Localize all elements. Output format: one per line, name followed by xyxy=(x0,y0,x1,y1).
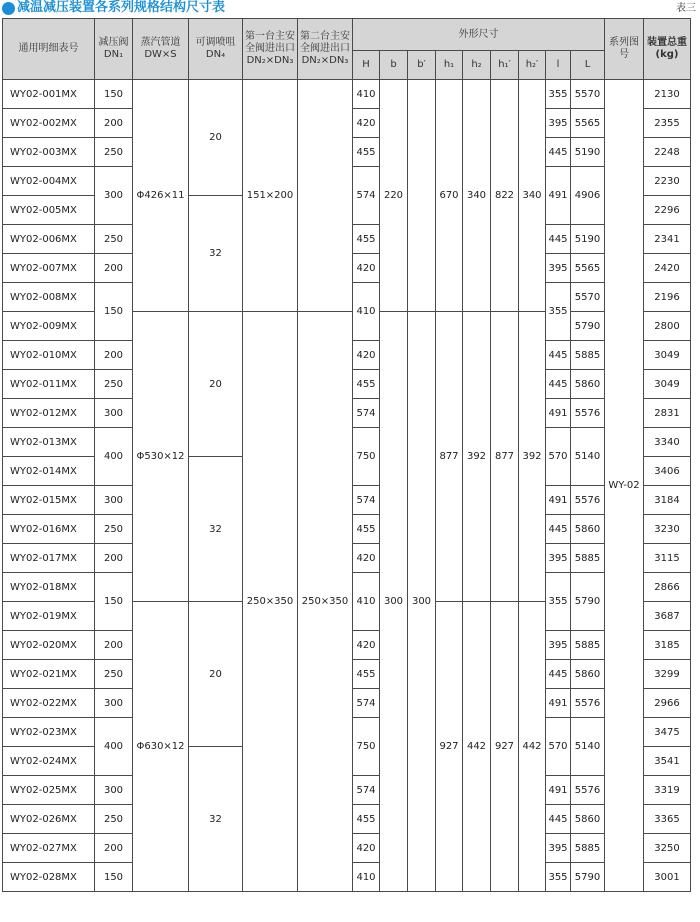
cell-pipe: Φ426×11 xyxy=(133,80,189,312)
cell-H: 410 xyxy=(353,80,380,109)
col-model: 通用明细表号 xyxy=(3,19,95,80)
col-h2: h₂ xyxy=(463,51,491,80)
cell-dn1: 150 xyxy=(95,863,133,892)
cell-nozzle: 32 xyxy=(189,196,243,312)
cell-L: 5860 xyxy=(571,515,605,544)
cell-valve2 xyxy=(298,80,353,312)
cell-weight: 2130 xyxy=(644,80,691,109)
cell-weight: 3319 xyxy=(644,776,691,805)
cell-weight: 3250 xyxy=(644,834,691,863)
cell-dn1: 250 xyxy=(95,660,133,689)
cell-model: WY02-013MX xyxy=(3,428,95,457)
table-body xyxy=(3,80,691,892)
cell-pipe: Φ530×12 xyxy=(133,312,189,602)
col-l: l xyxy=(546,51,571,80)
cell-l: 395 xyxy=(546,834,571,863)
cell-L: 4906 xyxy=(571,167,605,225)
cell-h2: 392 xyxy=(463,312,491,602)
cell-weight: 3115 xyxy=(644,544,691,573)
cell-model: WY02-007MX xyxy=(3,254,95,283)
cell-l: 491 xyxy=(546,776,571,805)
cell-weight: 2355 xyxy=(644,109,691,138)
cell-l: 491 xyxy=(546,399,571,428)
col-b: b xyxy=(380,51,408,80)
cell-dn1: 150 xyxy=(95,80,133,109)
cell-dn1: 150 xyxy=(95,283,133,341)
col-valve1: 第一台主安全阀进出口DN₂×DN₃ xyxy=(243,19,298,80)
col-h1: h₁ xyxy=(436,51,463,80)
cell-weight: 2341 xyxy=(644,225,691,254)
cell-l: 355 xyxy=(546,573,571,631)
cell-L: 5885 xyxy=(571,834,605,863)
cell-dn1: 300 xyxy=(95,167,133,225)
cell-b: 300 xyxy=(380,312,408,892)
cell-H: 455 xyxy=(353,660,380,689)
cell-model: WY02-008MX xyxy=(3,283,95,312)
cell-dn1: 200 xyxy=(95,631,133,660)
cell-dn1: 250 xyxy=(95,225,133,254)
cell-dn1: 250 xyxy=(95,370,133,399)
cell-weight: 2248 xyxy=(644,138,691,167)
cell-H: 410 xyxy=(353,573,380,631)
cell-L: 5576 xyxy=(571,486,605,515)
cell-model: WY02-002MX xyxy=(3,109,95,138)
cell-model: WY02-003MX xyxy=(3,138,95,167)
cell-l: 355 xyxy=(546,283,571,341)
cell-dn1: 400 xyxy=(95,718,133,776)
cell-L: 5790 xyxy=(571,863,605,892)
cell-model: WY02-027MX xyxy=(3,834,95,863)
cell-H: 420 xyxy=(353,341,380,370)
cell-weight: 3049 xyxy=(644,341,691,370)
cell-L: 5576 xyxy=(571,399,605,428)
cell-l: 355 xyxy=(546,863,571,892)
cell-weight: 3049 xyxy=(644,370,691,399)
cell-l: 570 xyxy=(546,718,571,776)
cell-L: 5790 xyxy=(571,312,605,341)
col-pipe: 蒸汽管道DW×S xyxy=(133,19,189,80)
cell-model: WY02-001MX xyxy=(3,80,95,109)
cell-model: WY02-026MX xyxy=(3,805,95,834)
cell-model: WY02-018MX xyxy=(3,573,95,602)
cell-H: 455 xyxy=(353,370,380,399)
col-H: H xyxy=(353,51,380,80)
cell-model: WY02-024MX xyxy=(3,747,95,776)
cell-H: 574 xyxy=(353,486,380,515)
cell-model: WY02-016MX xyxy=(3,515,95,544)
cell-l: 445 xyxy=(546,138,571,167)
table-tag: 表三 xyxy=(676,3,696,14)
cell-model: WY02-012MX xyxy=(3,399,95,428)
cell-dn1: 300 xyxy=(95,399,133,428)
cell-dn1: 200 xyxy=(95,341,133,370)
cell-H: 574 xyxy=(353,689,380,718)
cell-dn1: 300 xyxy=(95,486,133,515)
cell-b-prime: 300 xyxy=(408,312,436,892)
cell-model: WY02-014MX xyxy=(3,457,95,486)
cell-model: WY02-005MX xyxy=(3,196,95,225)
cell-model: WY02-019MX xyxy=(3,602,95,631)
cell-L: 5565 xyxy=(571,254,605,283)
cell-model: WY02-021MX xyxy=(3,660,95,689)
cell-series: WY-02 xyxy=(605,80,644,892)
cell-dn1: 250 xyxy=(95,515,133,544)
cell-l: 445 xyxy=(546,225,571,254)
cell-valve1: 250×350 xyxy=(243,312,298,892)
cell-h1-prime: 877 xyxy=(491,312,519,602)
cell-l: 395 xyxy=(546,631,571,660)
cell-weight: 3687 xyxy=(644,602,691,631)
cell-dn1: 300 xyxy=(95,689,133,718)
cell-weight: 3001 xyxy=(644,863,691,892)
cell-dn1: 250 xyxy=(95,805,133,834)
cell-L: 5576 xyxy=(571,689,605,718)
cell-l: 395 xyxy=(546,544,571,573)
table-row xyxy=(3,80,691,109)
col-series: 系列图号 xyxy=(605,19,644,80)
cell-L: 5570 xyxy=(571,80,605,109)
cell-dn1: 300 xyxy=(95,776,133,805)
cell-L: 5885 xyxy=(571,631,605,660)
cell-L: 5570 xyxy=(571,283,605,312)
cell-H: 420 xyxy=(353,544,380,573)
cell-weight: 3230 xyxy=(644,515,691,544)
cell-nozzle: 32 xyxy=(189,457,243,602)
cell-l: 445 xyxy=(546,805,571,834)
cell-l: 491 xyxy=(546,689,571,718)
cell-h1: 877 xyxy=(436,312,463,602)
cell-H: 574 xyxy=(353,399,380,428)
cell-h2: 442 xyxy=(463,602,491,892)
cell-pipe: Φ630×12 xyxy=(133,602,189,892)
col-dn4: 可调喷咀DN₄ xyxy=(189,19,243,80)
cell-weight: 2866 xyxy=(644,573,691,602)
cell-weight: 2966 xyxy=(644,689,691,718)
cell-model: WY02-023MX xyxy=(3,718,95,747)
cell-weight: 3299 xyxy=(644,660,691,689)
cell-b-prime xyxy=(408,80,436,312)
cell-H: 750 xyxy=(353,718,380,776)
cell-dn1: 400 xyxy=(95,428,133,486)
cell-H: 420 xyxy=(353,254,380,283)
cell-dn1: 200 xyxy=(95,834,133,863)
cell-dn1: 150 xyxy=(95,573,133,631)
cell-L: 5860 xyxy=(571,805,605,834)
cell-l: 491 xyxy=(546,167,571,225)
cell-h1: 670 xyxy=(436,80,463,312)
cell-model: WY02-004MX xyxy=(3,167,95,196)
cell-model: WY02-015MX xyxy=(3,486,95,515)
cell-b: 220 xyxy=(380,80,408,312)
spec-table-container xyxy=(2,18,691,892)
cell-weight: 2296 xyxy=(644,196,691,225)
cell-dn1: 200 xyxy=(95,544,133,573)
cell-H: 750 xyxy=(353,428,380,486)
cell-weight: 3406 xyxy=(644,457,691,486)
page-title: 减温减压装置各系列规格结构尺寸表 xyxy=(17,0,226,15)
cell-L: 5790 xyxy=(571,573,605,631)
cell-H: 410 xyxy=(353,283,380,341)
cell-h1-prime: 822 xyxy=(491,80,519,312)
cell-model: WY02-017MX xyxy=(3,544,95,573)
cell-nozzle: 20 xyxy=(189,602,243,747)
cell-H: 420 xyxy=(353,631,380,660)
cell-L: 5190 xyxy=(571,138,605,167)
col-h1-prime: h₁′ xyxy=(491,51,519,80)
cell-dn1: 250 xyxy=(95,138,133,167)
cell-l: 445 xyxy=(546,341,571,370)
cell-model: WY02-025MX xyxy=(3,776,95,805)
cell-h2-prime: 340 xyxy=(519,80,546,312)
cell-L: 5140 xyxy=(571,718,605,776)
cell-model: WY02-009MX xyxy=(3,312,95,341)
cell-L: 5576 xyxy=(571,776,605,805)
col-dn1: 减压阀DN₁ xyxy=(95,19,133,80)
cell-L: 5885 xyxy=(571,341,605,370)
cell-L: 5140 xyxy=(571,428,605,486)
cell-l: 445 xyxy=(546,370,571,399)
cell-H: 574 xyxy=(353,167,380,225)
col-valve2: 第二台主安全阀进出口DN₂×DN₃ xyxy=(298,19,353,80)
cell-L: 5565 xyxy=(571,109,605,138)
cell-h1-prime: 927 xyxy=(491,602,519,892)
cell-weight: 2831 xyxy=(644,399,691,428)
cell-l: 491 xyxy=(546,486,571,515)
col-h2-prime: h₂′ xyxy=(519,51,546,80)
col-dims-group: 外形尺寸 xyxy=(353,19,605,51)
cell-weight: 2420 xyxy=(644,254,691,283)
cell-dn1: 200 xyxy=(95,254,133,283)
cell-l: 395 xyxy=(546,109,571,138)
cell-h1: 927 xyxy=(436,602,463,892)
cell-H: 574 xyxy=(353,776,380,805)
spec-table xyxy=(2,18,691,892)
cell-H: 410 xyxy=(353,863,380,892)
cell-valve2: 250×350 xyxy=(298,312,353,892)
cell-h2-prime: 392 xyxy=(519,312,546,602)
cell-weight: 2800 xyxy=(644,312,691,341)
cell-h2-prime: 442 xyxy=(519,602,546,892)
cell-nozzle: 32 xyxy=(189,747,243,892)
cell-L: 5190 xyxy=(571,225,605,254)
cell-weight: 3541 xyxy=(644,747,691,776)
cell-L: 5860 xyxy=(571,660,605,689)
cell-H: 455 xyxy=(353,805,380,834)
col-L: L xyxy=(571,51,605,80)
col-weight: 装置总重(kg) xyxy=(644,19,691,80)
cell-weight: 3185 xyxy=(644,631,691,660)
cell-H: 455 xyxy=(353,138,380,167)
cell-model: WY02-022MX xyxy=(3,689,95,718)
bullet-icon xyxy=(2,2,15,15)
cell-nozzle: 20 xyxy=(189,80,243,196)
cell-l: 355 xyxy=(546,80,571,109)
cell-h2: 340 xyxy=(463,80,491,312)
cell-H: 455 xyxy=(353,515,380,544)
cell-model: WY02-006MX xyxy=(3,225,95,254)
cell-weight: 3184 xyxy=(644,486,691,515)
cell-weight: 2230 xyxy=(644,167,691,196)
cell-weight: 3475 xyxy=(644,718,691,747)
cell-l: 445 xyxy=(546,660,571,689)
title-bar xyxy=(0,0,700,18)
cell-L: 5860 xyxy=(571,370,605,399)
cell-weight: 3365 xyxy=(644,805,691,834)
cell-model: WY02-020MX xyxy=(3,631,95,660)
cell-model: WY02-010MX xyxy=(3,341,95,370)
cell-weight: 2196 xyxy=(644,283,691,312)
cell-H: 420 xyxy=(353,109,380,138)
cell-l: 445 xyxy=(546,515,571,544)
cell-model: WY02-011MX xyxy=(3,370,95,399)
col-b-prime: b′ xyxy=(408,51,436,80)
cell-H: 455 xyxy=(353,225,380,254)
cell-valve1: 151×200 xyxy=(243,80,298,312)
cell-dn1: 200 xyxy=(95,109,133,138)
cell-model: WY02-028MX xyxy=(3,863,95,892)
cell-H: 420 xyxy=(353,834,380,863)
cell-l: 570 xyxy=(546,428,571,486)
cell-l: 395 xyxy=(546,254,571,283)
cell-L: 5885 xyxy=(571,544,605,573)
cell-nozzle: 20 xyxy=(189,312,243,457)
cell-weight: 3340 xyxy=(644,428,691,457)
